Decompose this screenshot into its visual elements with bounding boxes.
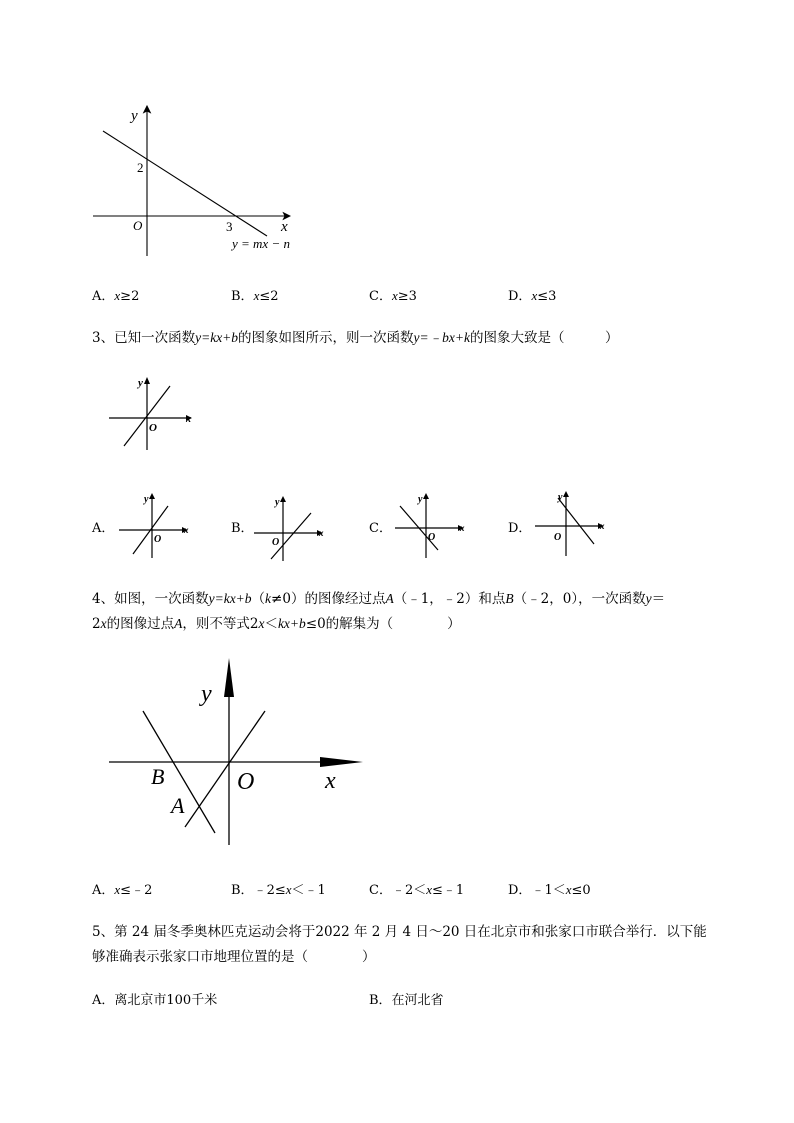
y-axis-label: y — [131, 108, 138, 124]
svg-text:x: x — [186, 414, 191, 425]
svg-text:y: y — [418, 494, 423, 505]
q4-option-a[interactable]: A．x≤﹣2 — [92, 882, 153, 898]
question-5-line-1: 5、第 24 届冬季奥林匹克运动会将于2022 年 2 月 4 日～20 日在北京市和张家口市联合举行．以下能 — [92, 924, 707, 940]
q3-option-c[interactable]: C． — [369, 521, 392, 536]
origin-label: O — [133, 218, 143, 233]
svg-text:O: O — [154, 534, 162, 545]
svg-text:O: O — [554, 532, 562, 543]
q2-option-c[interactable]: C．x≥3 — [369, 288, 417, 304]
svg-text:x: x — [325, 768, 336, 794]
x-intercept-label: 3 — [226, 219, 233, 234]
svg-text:y: y — [144, 494, 149, 505]
q3-option-c-graph[interactable] — [392, 490, 472, 560]
q3-option-b[interactable]: B． — [231, 521, 254, 536]
figure-line-graph — [85, 100, 305, 260]
q3-option-b-graph[interactable] — [251, 493, 331, 563]
svg-text:x: x — [600, 521, 605, 531]
q3-option-d[interactable]: D． — [508, 521, 532, 536]
q5-option-b[interactable]: B．在河北省 — [369, 993, 444, 1008]
svg-text:y: y — [201, 681, 212, 707]
question-3-text: 3、已知一次函数y=kx+b的图象如图所示，则一次函数y=﹣bx+k的图象大致是（ ） — [92, 330, 619, 346]
q5-option-a[interactable]: A．离北京市100千米 — [92, 993, 218, 1008]
line-equation-label: y = mx − n — [232, 236, 290, 251]
graph-line — [103, 131, 267, 236]
q4-option-d[interactable]: D．﹣1＜x≤0 — [508, 882, 591, 898]
q3-option-d-graph[interactable] — [532, 488, 612, 558]
q2-option-d[interactable]: D．x≤3 — [508, 288, 557, 304]
svg-text:y: y — [138, 377, 143, 389]
svg-text:x: x — [460, 523, 465, 533]
svg-text:x: x — [319, 528, 324, 538]
q2-option-a[interactable]: A．x≥2 — [92, 288, 140, 304]
q3-option-a[interactable]: A． — [92, 521, 115, 536]
question-5-line-2: 够准确表示张家口市地理位置的是（ ） — [92, 949, 376, 965]
q4-figure — [105, 655, 370, 855]
x-axis-label: x — [281, 219, 288, 235]
svg-text:O: O — [237, 769, 255, 795]
svg-text:O: O — [149, 422, 157, 434]
svg-text:y: y — [275, 497, 280, 508]
svg-text:A: A — [171, 793, 185, 818]
q3-option-a-graph[interactable] — [116, 490, 196, 560]
svg-text:O: O — [272, 537, 280, 548]
svg-text:x: x — [184, 525, 189, 535]
q3-reference-graph — [106, 374, 196, 454]
svg-text:B: B — [151, 764, 165, 789]
y-intercept-label: 2 — [137, 160, 144, 175]
question-4-line-1: 4、如图，一次函数y=kx+b（k≠0）的图像经过点A（﹣1，﹣2）和点B（﹣2，0），一次函数y＝ — [92, 591, 666, 607]
svg-text:O: O — [428, 532, 436, 543]
q4-option-b[interactable]: B．﹣2≤x＜﹣1 — [231, 882, 326, 898]
question-4-line-2: 2x的图像过点A，则不等式2x＜kx+b≤0的解集为（ ） — [92, 616, 461, 632]
q4-option-c[interactable]: C．﹣2＜x≤﹣1 — [369, 882, 465, 898]
svg-text:y: y — [558, 492, 563, 503]
q2-option-b[interactable]: B．x≤2 — [231, 288, 279, 304]
